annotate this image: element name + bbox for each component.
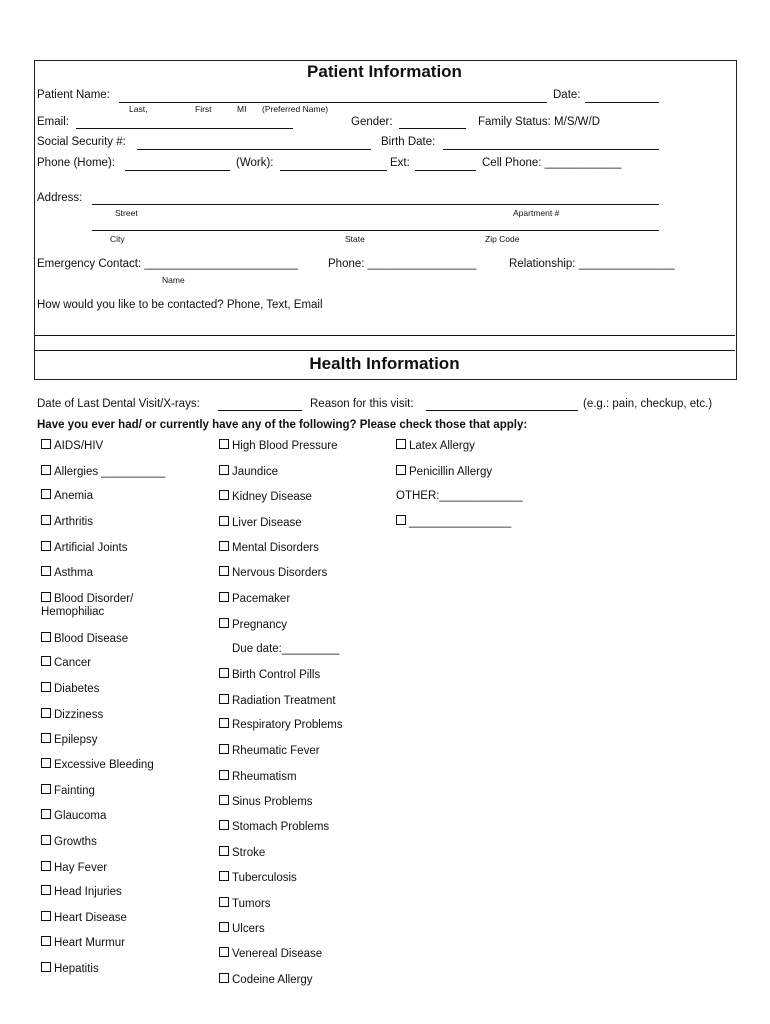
ext-label: Ext: — [390, 157, 410, 169]
sub-street: Street — [115, 208, 138, 218]
phone-home-field[interactable] — [125, 170, 230, 171]
work-label: (Work): — [236, 157, 274, 169]
checkbox-stroke[interactable]: Stroke — [219, 846, 265, 859]
checkbox-icon[interactable] — [41, 465, 51, 475]
checkbox-codeine-allergy[interactable]: Codeine Allergy — [219, 973, 313, 986]
sub-first: First — [195, 104, 212, 114]
phone-work-field[interactable] — [280, 170, 387, 171]
checkbox-kidney-disease[interactable]: Kidney Disease — [219, 490, 312, 503]
patient-name-field[interactable] — [119, 102, 547, 103]
checkbox-icon[interactable] — [396, 465, 406, 475]
checkbox-glaucoma[interactable]: Glaucoma — [41, 809, 106, 822]
checkbox-icon[interactable] — [219, 566, 229, 576]
checkbox-heart-murmur[interactable]: Heart Murmur — [41, 936, 125, 949]
checkbox-icon[interactable] — [41, 784, 51, 794]
checkbox-icon[interactable] — [41, 758, 51, 768]
checkbox-growths[interactable]: Growths — [41, 835, 97, 848]
checkbox-ulcers[interactable]: Ulcers — [219, 922, 265, 935]
relationship-label: Relationship: _______________ — [509, 258, 675, 270]
checkbox-hay-fever[interactable]: Hay Fever — [41, 861, 107, 874]
checkbox-anemia[interactable]: Anemia — [41, 489, 93, 502]
reason-field[interactable] — [426, 410, 578, 411]
other-label[interactable]: OTHER:_____________ — [396, 490, 523, 502]
checkbox-blood-disorder[interactable]: Blood Disorder/ — [41, 592, 133, 605]
checkbox-icon[interactable] — [219, 718, 229, 728]
cell-phone-label: Cell Phone: ____________ — [482, 157, 622, 169]
conditions-question: Have you ever had/ or currently have any of the following? Please check those that apply: — [37, 419, 528, 431]
checkbox-icon[interactable] — [219, 744, 229, 754]
checkbox-icon[interactable] — [219, 668, 229, 678]
checkbox-icon[interactable] — [219, 516, 229, 526]
sub-state: State — [345, 234, 365, 244]
reason-label: Reason for this visit: — [310, 398, 414, 410]
sub-mi: MI — [237, 104, 247, 114]
checkbox-birth-control-pills[interactable]: Birth Control Pills — [219, 668, 320, 681]
sub-last: Last, — [129, 104, 148, 114]
checkbox-icon[interactable] — [219, 439, 229, 449]
address-label: Address: — [37, 192, 83, 204]
ssn-field[interactable] — [137, 149, 371, 150]
birth-date-field[interactable] — [443, 149, 659, 150]
checkbox-head-injuries[interactable]: Head Injuries — [41, 885, 122, 898]
checkbox-icon[interactable] — [41, 835, 51, 845]
checkbox-icon[interactable] — [219, 592, 229, 602]
checkbox-icon[interactable] — [41, 708, 51, 718]
checkbox-arthritis[interactable]: Arthritis — [41, 515, 93, 528]
checkbox-fainting[interactable]: Fainting — [41, 784, 95, 797]
checkbox-stomach-problems[interactable]: Stomach Problems — [219, 820, 329, 833]
checkbox-icon[interactable] — [219, 922, 229, 932]
gender-label: Gender: — [351, 116, 393, 128]
sub-city: City — [110, 234, 125, 244]
health-info-title: Health Information — [309, 354, 460, 373]
checkbox-icon[interactable] — [219, 947, 229, 957]
divider-line — [35, 350, 735, 351]
sub-zip: Zip Code — [485, 234, 520, 244]
checkbox-epilepsy[interactable]: Epilepsy — [41, 733, 97, 746]
checkbox-respiratory-problems[interactable]: Respiratory Problems — [219, 718, 343, 731]
checkbox-latex-allergy[interactable]: Latex Allergy — [396, 439, 475, 452]
checkbox-icon[interactable] — [219, 846, 229, 856]
checkbox-icon[interactable] — [41, 962, 51, 972]
checkbox-rheumatic-fever[interactable]: Rheumatic Fever — [219, 744, 320, 757]
checkbox-icon[interactable] — [219, 618, 229, 628]
checkbox-icon[interactable] — [41, 439, 51, 449]
checkbox-icon[interactable] — [219, 795, 229, 805]
checkbox-tumors[interactable]: Tumors — [219, 897, 271, 910]
patient-info-title: Patient Information — [307, 62, 462, 81]
checkbox-venereal-disease[interactable]: Venereal Disease — [219, 947, 322, 960]
checkbox-icon[interactable] — [41, 632, 51, 642]
checkbox-radiation-treatment[interactable]: Radiation Treatment — [219, 694, 336, 707]
phone-home-label: Phone (Home): — [37, 157, 115, 169]
checkbox-diabetes[interactable]: Diabetes — [41, 682, 99, 695]
patient-name-label: Patient Name: — [37, 89, 110, 101]
checkbox-dizziness[interactable]: Dizziness — [41, 708, 103, 721]
checkbox-icon[interactable] — [219, 694, 229, 704]
ssn-label: Social Security #: — [37, 136, 126, 148]
checkbox-icon[interactable] — [41, 861, 51, 871]
email-label: Email: — [37, 116, 69, 128]
sub-apartment: Apartment # — [513, 208, 560, 218]
family-status-label: Family Status: M/S/W/D — [478, 116, 601, 128]
ext-field[interactable] — [415, 170, 476, 171]
checkbox-blood-disease[interactable]: Blood Disease — [41, 632, 128, 645]
checkbox-icon[interactable] — [41, 911, 51, 921]
address-street-field[interactable] — [92, 204, 659, 205]
checkbox-high-blood-pressure[interactable]: High Blood Pressure — [219, 439, 337, 452]
email-field[interactable] — [76, 128, 293, 129]
date-field[interactable] — [585, 102, 659, 103]
checkbox-asthma[interactable]: Asthma — [41, 566, 93, 579]
emergency-phone-label: Phone: _________________ — [328, 258, 477, 270]
hemophiliac-label: Hemophiliac — [41, 606, 105, 618]
checkbox-icon[interactable] — [219, 820, 229, 830]
checkbox-pregnancy[interactable]: Pregnancy — [219, 618, 287, 631]
checkbox-sinus-problems[interactable]: Sinus Problems — [219, 795, 313, 808]
checkbox-icon[interactable] — [396, 515, 406, 525]
sub-preferred-name: (Preferred Name) — [262, 104, 329, 114]
checkbox-excessive-bleeding[interactable]: Excessive Bleeding — [41, 758, 154, 771]
checkbox-rheumatism[interactable]: Rheumatism — [219, 770, 297, 783]
reason-example: (e.g.: pain, checkup, etc.) — [583, 398, 713, 410]
checkbox-icon[interactable] — [219, 490, 229, 500]
checkbox-icon[interactable] — [219, 897, 229, 907]
checkbox-icon[interactable] — [219, 770, 229, 780]
checkbox-cancer[interactable]: Cancer — [41, 656, 91, 669]
sub-name: Name — [162, 275, 185, 285]
checkbox-icon[interactable] — [41, 566, 51, 576]
date-label: Date: — [553, 89, 581, 101]
emergency-contact-label: Emergency Contact: ________________________ — [37, 258, 298, 270]
last-visit-label: Date of Last Dental Visit/X-rays: — [37, 398, 200, 410]
checkbox-icon[interactable] — [41, 809, 51, 819]
checkbox-icon[interactable] — [41, 515, 51, 525]
checkbox-penicillin-allergy[interactable]: Penicillin Allergy — [396, 465, 492, 478]
checkbox-icon[interactable] — [41, 936, 51, 946]
checkbox-icon[interactable] — [219, 465, 229, 475]
checkbox-other-blank[interactable]: ________________ — [396, 515, 511, 528]
checkbox-icon[interactable] — [219, 541, 229, 551]
checkbox-aids-hiv[interactable]: AIDS/HIV — [41, 439, 103, 452]
checkbox-tuberculosis[interactable]: Tuberculosis — [219, 871, 297, 884]
due-date-label[interactable]: Due date:_________ — [232, 643, 340, 655]
checkbox-icon[interactable] — [41, 489, 51, 499]
address-city-field[interactable] — [92, 230, 659, 231]
checkbox-jaundice[interactable]: Jaundice — [219, 465, 278, 478]
checkbox-liver-disease[interactable]: Liver Disease — [219, 516, 302, 529]
checkbox-heart-disease[interactable]: Heart Disease — [41, 911, 127, 924]
checkbox-icon[interactable] — [219, 871, 229, 881]
checkbox-allergies[interactable]: Allergies __________ — [41, 465, 165, 478]
checkbox-icon[interactable] — [41, 656, 51, 666]
checkbox-icon[interactable] — [41, 541, 51, 551]
checkbox-icon[interactable] — [219, 973, 229, 983]
birth-date-label: Birth Date: — [381, 136, 436, 148]
checkbox-hepatitis[interactable]: Hepatitis — [41, 962, 99, 975]
last-visit-field[interactable] — [218, 410, 302, 411]
divider-line — [35, 335, 735, 336]
checkbox-icon[interactable] — [41, 885, 51, 895]
checkbox-icon[interactable] — [41, 592, 51, 602]
checkbox-icon[interactable] — [41, 682, 51, 692]
gender-field[interactable] — [399, 128, 466, 129]
checkbox-icon[interactable] — [41, 733, 51, 743]
checkbox-icon[interactable] — [396, 439, 406, 449]
checkbox-artificial-joints[interactable]: Artificial Joints — [41, 541, 128, 554]
contact-preference: How would you like to be contacted? Phone, Text, Email — [37, 299, 323, 311]
checkbox-nervous-disorders[interactable]: Nervous Disorders — [219, 566, 327, 579]
checkbox-mental-disorders[interactable]: Mental Disorders — [219, 541, 319, 554]
checkbox-pacemaker[interactable]: Pacemaker — [219, 592, 290, 605]
